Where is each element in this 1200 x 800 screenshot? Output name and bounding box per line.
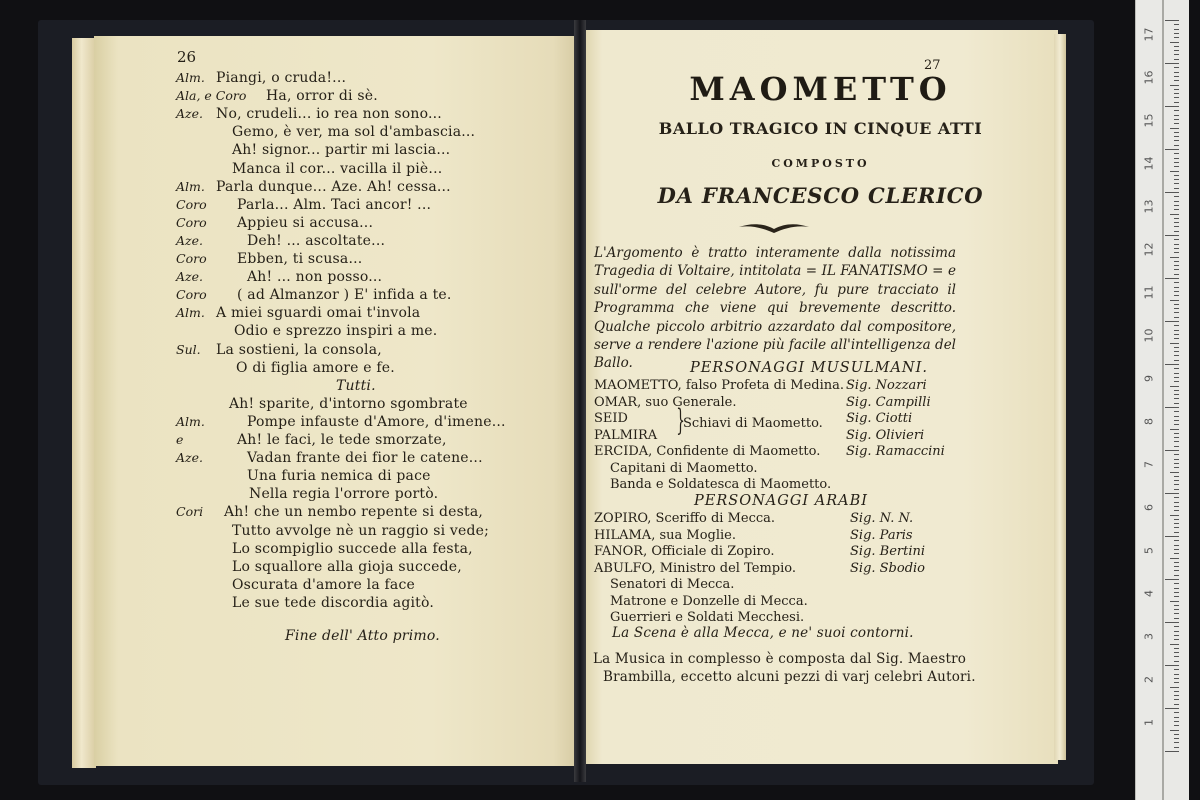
ruler-tick xyxy=(1165,665,1179,666)
author-line: DA FRANCESCO CLERICO xyxy=(657,183,984,208)
libretto-line: Tutto avvolge nè un raggio si vede; xyxy=(232,522,490,539)
ruler-number: 9 xyxy=(1142,375,1156,382)
ruler-tick xyxy=(1174,59,1179,60)
ruler-tick xyxy=(1165,149,1179,150)
ruler-number: 1 xyxy=(1142,719,1156,726)
ruler-tick xyxy=(1174,360,1179,361)
ruler-tick xyxy=(1174,330,1179,331)
ruler-tick xyxy=(1174,476,1179,477)
arab-characters-heading: PERSONAGGI ARABI xyxy=(694,493,868,509)
libretto-line: Gemo, è ver, ma sol d'ambascia... xyxy=(232,124,476,141)
ruler-tick xyxy=(1174,162,1179,163)
actor-name: Sig. Ramaccini xyxy=(846,444,945,459)
ruler-tick xyxy=(1174,656,1179,657)
ruler-tick xyxy=(1170,300,1179,301)
ruler-tick xyxy=(1174,484,1179,485)
ruler-number: 13 xyxy=(1142,199,1156,214)
libretto-line: Ah! che un nembo repente si desta, xyxy=(224,504,484,521)
actor-name: Sig. Sbodio xyxy=(850,560,926,576)
ruler-number: 17 xyxy=(1142,27,1156,42)
libretto-line: ( ad Almanzor ) E' infida a te. xyxy=(237,287,452,304)
speaker-label: Ala, e Coro xyxy=(176,88,247,104)
libretto-line: Una furia nemica di pace xyxy=(247,468,431,485)
libretto-line: Deh! ... ascoltate... xyxy=(247,232,386,249)
ruler-tick xyxy=(1174,416,1179,417)
ruler-tick xyxy=(1174,261,1179,262)
ruler-tick xyxy=(1174,613,1179,614)
ruler-tick xyxy=(1174,566,1179,567)
ruler-number: 11 xyxy=(1142,285,1156,300)
ruler-tick xyxy=(1174,510,1179,511)
actor-name: Sig. Nozzari xyxy=(846,378,927,393)
ruler-tick xyxy=(1174,304,1179,305)
ruler-tick xyxy=(1174,527,1179,528)
ruler-tick xyxy=(1170,214,1179,215)
ruler-tick xyxy=(1165,235,1179,236)
ruler-tick xyxy=(1170,257,1179,258)
ruler-tick xyxy=(1165,407,1179,408)
libretto-line: No, crudeli... io rea non sono... xyxy=(216,106,442,123)
ruler-tick xyxy=(1174,717,1179,718)
ruler-tick xyxy=(1174,115,1179,116)
character-role: ZOPIRO, Sceriffo di Mecca. xyxy=(594,511,776,526)
ruler-tick xyxy=(1174,76,1179,77)
character-role: Guerrieri e Soldati Mecchesi. xyxy=(610,610,805,625)
ruler-tick xyxy=(1174,583,1179,584)
right-page-edges xyxy=(1054,34,1066,760)
ruler-tick xyxy=(1170,386,1179,387)
ruler-tick xyxy=(1174,123,1179,124)
ruler-tick xyxy=(1174,682,1179,683)
muslim-characters-heading: PERSONAGGI MUSULMANI. xyxy=(690,360,928,376)
libretto-line: Ebben, ti scusa... xyxy=(237,251,363,267)
ruler-tick xyxy=(1174,502,1179,503)
ruler-number: 2 xyxy=(1142,676,1156,683)
speaker-label: Aze. xyxy=(176,106,203,122)
ruler-tick xyxy=(1174,265,1179,266)
ruler-tick xyxy=(1174,209,1179,210)
ruler-tick xyxy=(1174,652,1179,653)
ruler-tick xyxy=(1170,128,1179,129)
ruler-number: 6 xyxy=(1142,504,1156,511)
libretto-line: Vadan frante dei fior le catene... xyxy=(247,450,483,467)
ruler-tick xyxy=(1174,291,1179,292)
ruler-tick xyxy=(1165,493,1179,494)
composto-label: COMPOSTO xyxy=(771,157,870,170)
ruler-tick xyxy=(1170,429,1179,430)
ruler-tick xyxy=(1174,575,1179,576)
ruler-tick xyxy=(1174,175,1179,176)
character-role: MAOMETTO, falso Profeta di Medina. xyxy=(594,378,845,393)
ruler-tick xyxy=(1174,721,1179,722)
ruler-tick xyxy=(1174,132,1179,133)
ruler-tick xyxy=(1174,72,1179,73)
speaker-label: Sul. xyxy=(176,341,201,357)
ruler-tick xyxy=(1174,110,1179,111)
libretto-line: Manca il cor... vacilla il piè... xyxy=(232,160,443,177)
ruler-tick xyxy=(1170,515,1179,516)
speaker-label: Aze. xyxy=(176,450,203,466)
ruler-tick xyxy=(1174,244,1179,245)
right-page-number: 27 xyxy=(924,58,941,73)
music-line-1: La Musica in complesso è composta dal Sig. Maestro xyxy=(593,651,967,667)
ruler-tick xyxy=(1174,588,1179,589)
ruler-tick xyxy=(1174,93,1179,94)
ruler-tick xyxy=(1174,497,1179,498)
ruler-tick xyxy=(1174,347,1179,348)
character-role: Capitani di Maometto. xyxy=(610,460,758,476)
ruler-tick xyxy=(1174,381,1179,382)
ruler-strip xyxy=(1162,0,1164,800)
ruler-tick xyxy=(1165,106,1179,107)
ruler-tick xyxy=(1174,592,1179,593)
ruler-tick xyxy=(1165,278,1179,279)
ruler-tick xyxy=(1170,42,1179,43)
character-role: Senatori di Mecca. xyxy=(610,577,735,592)
ruler-tick xyxy=(1174,678,1179,679)
ruler-tick xyxy=(1174,553,1179,554)
music-line-2: Brambilla, eccetto alcuni pezzi di varj celebri Autori. xyxy=(603,669,976,685)
ruler-tick xyxy=(1174,459,1179,460)
ruler-tick xyxy=(1170,472,1179,473)
libretto-line: Parla dunque... Aze. Ah! cessa... xyxy=(216,178,451,195)
speaker-label: Coro xyxy=(176,214,207,230)
ruler-tick xyxy=(1174,742,1179,743)
ruler-number: 5 xyxy=(1142,547,1156,554)
ruler-tick xyxy=(1174,50,1179,51)
ruler-tick xyxy=(1170,171,1179,172)
ruler-number: 15 xyxy=(1142,113,1156,128)
ruler-tick xyxy=(1174,37,1179,38)
ruler-tick xyxy=(1174,355,1179,356)
libretto-line: Piangi, o cruda!... xyxy=(216,70,347,86)
ruler-tick xyxy=(1174,570,1179,571)
ruler-tick xyxy=(1174,145,1179,146)
ruler-tick xyxy=(1174,390,1179,391)
libretto-line: Ah! le faci, le tede smorzate, xyxy=(237,432,447,448)
ruler-tick xyxy=(1174,661,1179,662)
libretto-line: O di figlia amore e fe. xyxy=(236,359,395,376)
ruler-tick xyxy=(1174,239,1179,240)
libretto-line: Pompe infauste d'Amore, d'imene... xyxy=(247,413,506,430)
ruler-tick xyxy=(1174,205,1179,206)
ruler-tick xyxy=(1174,325,1179,326)
ruler-tick xyxy=(1174,287,1179,288)
ruler-number: 3 xyxy=(1142,633,1156,640)
character-role: Matrone e Donzelle di Mecca. xyxy=(610,593,808,609)
ruler-tick xyxy=(1174,377,1179,378)
ruler-tick xyxy=(1165,708,1179,709)
ruler-tick xyxy=(1174,738,1179,739)
ruler-tick xyxy=(1174,747,1179,748)
ruler-tick xyxy=(1174,699,1179,700)
ruler-tick xyxy=(1170,644,1179,645)
ruler-tick xyxy=(1174,403,1179,404)
ruler-tick xyxy=(1174,222,1179,223)
ruler-tick xyxy=(1174,373,1179,374)
speaker-label: Alm. xyxy=(176,413,205,429)
ruler-tick xyxy=(1174,46,1179,47)
libretto-line: Appieu si accusa... xyxy=(237,214,374,231)
ruler-tick xyxy=(1174,420,1179,421)
libretto-line: Ah! sparite, d'intorno sgombrate xyxy=(229,395,468,412)
speaker-label: Coro xyxy=(176,196,207,212)
character-role: OMAR, suo Generale. xyxy=(594,394,737,410)
ruler-tick xyxy=(1174,635,1179,636)
speaker-label: e xyxy=(176,432,184,447)
ruler-tick xyxy=(1165,622,1179,623)
scene-line: La Scena è alla Mecca, e ne' suoi contorni. xyxy=(612,625,914,641)
ruler-tick xyxy=(1165,364,1179,365)
ruler-tick xyxy=(1174,596,1179,597)
ruler-tick xyxy=(1174,183,1179,184)
ruler-tick xyxy=(1174,54,1179,55)
ruler-tick xyxy=(1174,218,1179,219)
ruler-tick xyxy=(1174,179,1179,180)
ruler-tick xyxy=(1174,312,1179,313)
ruler-tick xyxy=(1174,338,1179,339)
character-role: FANOR, Officiale di Zopiro. xyxy=(594,544,775,559)
ruler-tick xyxy=(1174,188,1179,189)
ruler-tick xyxy=(1174,411,1179,412)
libretto-line: A miei sguardi omai t'invola xyxy=(216,305,421,322)
ruler-tick xyxy=(1174,562,1179,563)
ruler-tick xyxy=(1174,609,1179,610)
actor-name: Sig. Paris xyxy=(850,527,913,543)
ballet-subtitle: BALLO TRAGICO IN CINQUE ATTI xyxy=(658,119,983,138)
ruler-tick xyxy=(1174,89,1179,90)
ruler-tick xyxy=(1165,450,1179,451)
ruler-number: 8 xyxy=(1142,418,1156,425)
ruler-tick xyxy=(1174,648,1179,649)
ruler-tick xyxy=(1174,605,1179,606)
ruler-tick xyxy=(1174,317,1179,318)
ruler-tick xyxy=(1174,368,1179,369)
ruler-tick xyxy=(1174,398,1179,399)
ruler-tick xyxy=(1170,687,1179,688)
libretto-line: Nella regia l'orrore portò. xyxy=(249,486,439,503)
ruler-tick xyxy=(1174,308,1179,309)
speaker-label: Alm. xyxy=(176,305,205,321)
actor-name: Sig. Olivieri xyxy=(846,427,925,443)
ruler-tick xyxy=(1174,97,1179,98)
measurement-ruler xyxy=(1135,0,1189,800)
ruler-tick xyxy=(1174,153,1179,154)
ruler-tick xyxy=(1174,463,1179,464)
ruler-number: 12 xyxy=(1142,242,1156,257)
ruler-tick xyxy=(1174,231,1179,232)
ruler-tick xyxy=(1174,119,1179,120)
ruler-tick xyxy=(1174,725,1179,726)
ruler-tick xyxy=(1165,20,1179,21)
libretto-line: Lo scompiglio succede alla festa, xyxy=(232,540,473,557)
ruler-tick xyxy=(1174,252,1179,253)
libretto-line: Ha, orror di sè. xyxy=(266,88,378,105)
ruler-tick xyxy=(1174,532,1179,533)
ruler-tick xyxy=(1174,226,1179,227)
character-role: HILAMA, sua Moglie. xyxy=(594,527,736,543)
ruler-tick xyxy=(1174,674,1179,675)
ruler-tick xyxy=(1174,540,1179,541)
ruler-number: 7 xyxy=(1142,461,1156,468)
ruler-number: 10 xyxy=(1142,328,1156,343)
speaker-label: Aze. xyxy=(176,269,203,285)
ruler-tick xyxy=(1174,669,1179,670)
left-page-number: 26 xyxy=(177,48,197,66)
ruler-tick xyxy=(1165,192,1179,193)
ruler-tick xyxy=(1170,85,1179,86)
seid-palmira-description: Schiavi di Maometto. xyxy=(683,416,823,431)
libretto-line: Ah! ... non posso... xyxy=(247,269,383,286)
actor-name: Sig. Bertini xyxy=(850,544,926,559)
ruler-tick xyxy=(1174,618,1179,619)
ruler-tick xyxy=(1174,274,1179,275)
libretto-line: Odio e sprezzo inspiri a me. xyxy=(234,323,438,340)
ruler-tick xyxy=(1174,166,1179,167)
ruler-tick xyxy=(1174,441,1179,442)
ruler-tick xyxy=(1174,454,1179,455)
libretto-line: Le sue tede discordia agitò. xyxy=(232,594,435,611)
ruler-tick xyxy=(1174,489,1179,490)
brace-icon: } xyxy=(676,403,685,438)
ruler-tick xyxy=(1174,626,1179,627)
speaker-label: Aze. xyxy=(176,232,203,248)
ornament-icon xyxy=(737,220,811,236)
ruler-tick xyxy=(1174,712,1179,713)
ruler-tick xyxy=(1174,295,1179,296)
ruler-tick xyxy=(1174,480,1179,481)
ruler-tick xyxy=(1174,269,1179,270)
libretto-line: Tutti. xyxy=(336,377,376,394)
ruler-tick xyxy=(1174,734,1179,735)
character-role: Banda e Soldatesca di Maometto. xyxy=(610,477,832,492)
ruler-tick xyxy=(1174,334,1179,335)
ruler-tick xyxy=(1174,506,1179,507)
actor-name: Sig. Ciotti xyxy=(846,411,913,426)
ruler-tick xyxy=(1174,691,1179,692)
ruler-tick xyxy=(1174,196,1179,197)
ruler-tick xyxy=(1165,321,1179,322)
ruler-tick xyxy=(1174,102,1179,103)
libretto-line: Parla... Alm. Taci ancor! ... xyxy=(237,196,432,213)
ruler-tick xyxy=(1174,140,1179,141)
ruler-tick xyxy=(1174,282,1179,283)
ruler-tick xyxy=(1165,63,1179,64)
ruler-tick xyxy=(1174,248,1179,249)
libretto-line: Ah! signor... partir mi lascia... xyxy=(232,142,451,159)
left-page-edges xyxy=(72,38,96,768)
character-role: SEID xyxy=(594,411,628,426)
ruler-tick xyxy=(1170,730,1179,731)
ruler-tick xyxy=(1174,695,1179,696)
ruler-tick xyxy=(1174,446,1179,447)
ballet-title: MAOMETTO xyxy=(689,70,952,108)
ruler-tick xyxy=(1174,433,1179,434)
ruler-tick xyxy=(1174,631,1179,632)
ruler-tick xyxy=(1174,80,1179,81)
character-role: ERCIDA, Confidente di Maometto. xyxy=(594,444,821,459)
ruler-tick xyxy=(1170,558,1179,559)
ruler-tick xyxy=(1174,437,1179,438)
ruler-tick xyxy=(1174,67,1179,68)
ruler-tick xyxy=(1165,536,1179,537)
libretto-line: La sostieni, la consola, xyxy=(216,341,382,358)
ruler-tick xyxy=(1165,751,1179,752)
ruler-tick xyxy=(1174,424,1179,425)
ruler-tick xyxy=(1174,29,1179,30)
ruler-tick xyxy=(1174,201,1179,202)
ruler-number: 16 xyxy=(1142,70,1156,85)
ruler-number: 14 xyxy=(1142,156,1156,171)
speaker-label: Coro xyxy=(176,251,207,266)
ruler-tick xyxy=(1174,704,1179,705)
libretto-line: Lo squallore alla gioja succede, xyxy=(232,558,462,575)
actor-name: Sig. N. N. xyxy=(850,511,914,526)
ruler-tick xyxy=(1174,519,1179,520)
argument-paragraph: L'Argomento è tratto interamente dalla notissima Tragedia di Voltaire, intitolata = IL FANATISMO = e sull'orme del celebre Autore, fu pure tracciato il Programma che viene qui brevemente descritto. Qualche piccolo arbitrio azzardato dal compositore, serve a rendere l'azione più facile all'intelligenza del Ballo. xyxy=(594,245,956,372)
ruler-tick xyxy=(1174,24,1179,25)
ruler-number: 4 xyxy=(1142,590,1156,597)
ruler-tick xyxy=(1174,545,1179,546)
speaker-label: Cori xyxy=(176,504,204,520)
speaker-label: Coro xyxy=(176,287,207,303)
character-role: PALMIRA xyxy=(594,427,658,443)
ruler-tick xyxy=(1170,601,1179,602)
ruler-tick xyxy=(1174,33,1179,34)
actor-name: Sig. Campilli xyxy=(846,394,931,410)
speaker-label: Alm. xyxy=(176,178,205,194)
ruler-tick xyxy=(1174,549,1179,550)
ruler-tick xyxy=(1174,394,1179,395)
ruler-tick xyxy=(1174,351,1179,352)
ruler-tick xyxy=(1165,579,1179,580)
ruler-tick xyxy=(1174,639,1179,640)
libretto-line: Oscurata d'amore la face xyxy=(232,576,415,593)
ruler-tick xyxy=(1174,158,1179,159)
ruler-tick xyxy=(1170,343,1179,344)
speaker-label: Alm. xyxy=(176,70,205,85)
ruler-tick xyxy=(1174,136,1179,137)
character-role: ABULFO, Ministro del Tempio. xyxy=(594,560,796,576)
ruler-tick xyxy=(1174,523,1179,524)
ruler-tick xyxy=(1174,467,1179,468)
act-end-line: Fine dell' Atto primo. xyxy=(285,628,440,644)
